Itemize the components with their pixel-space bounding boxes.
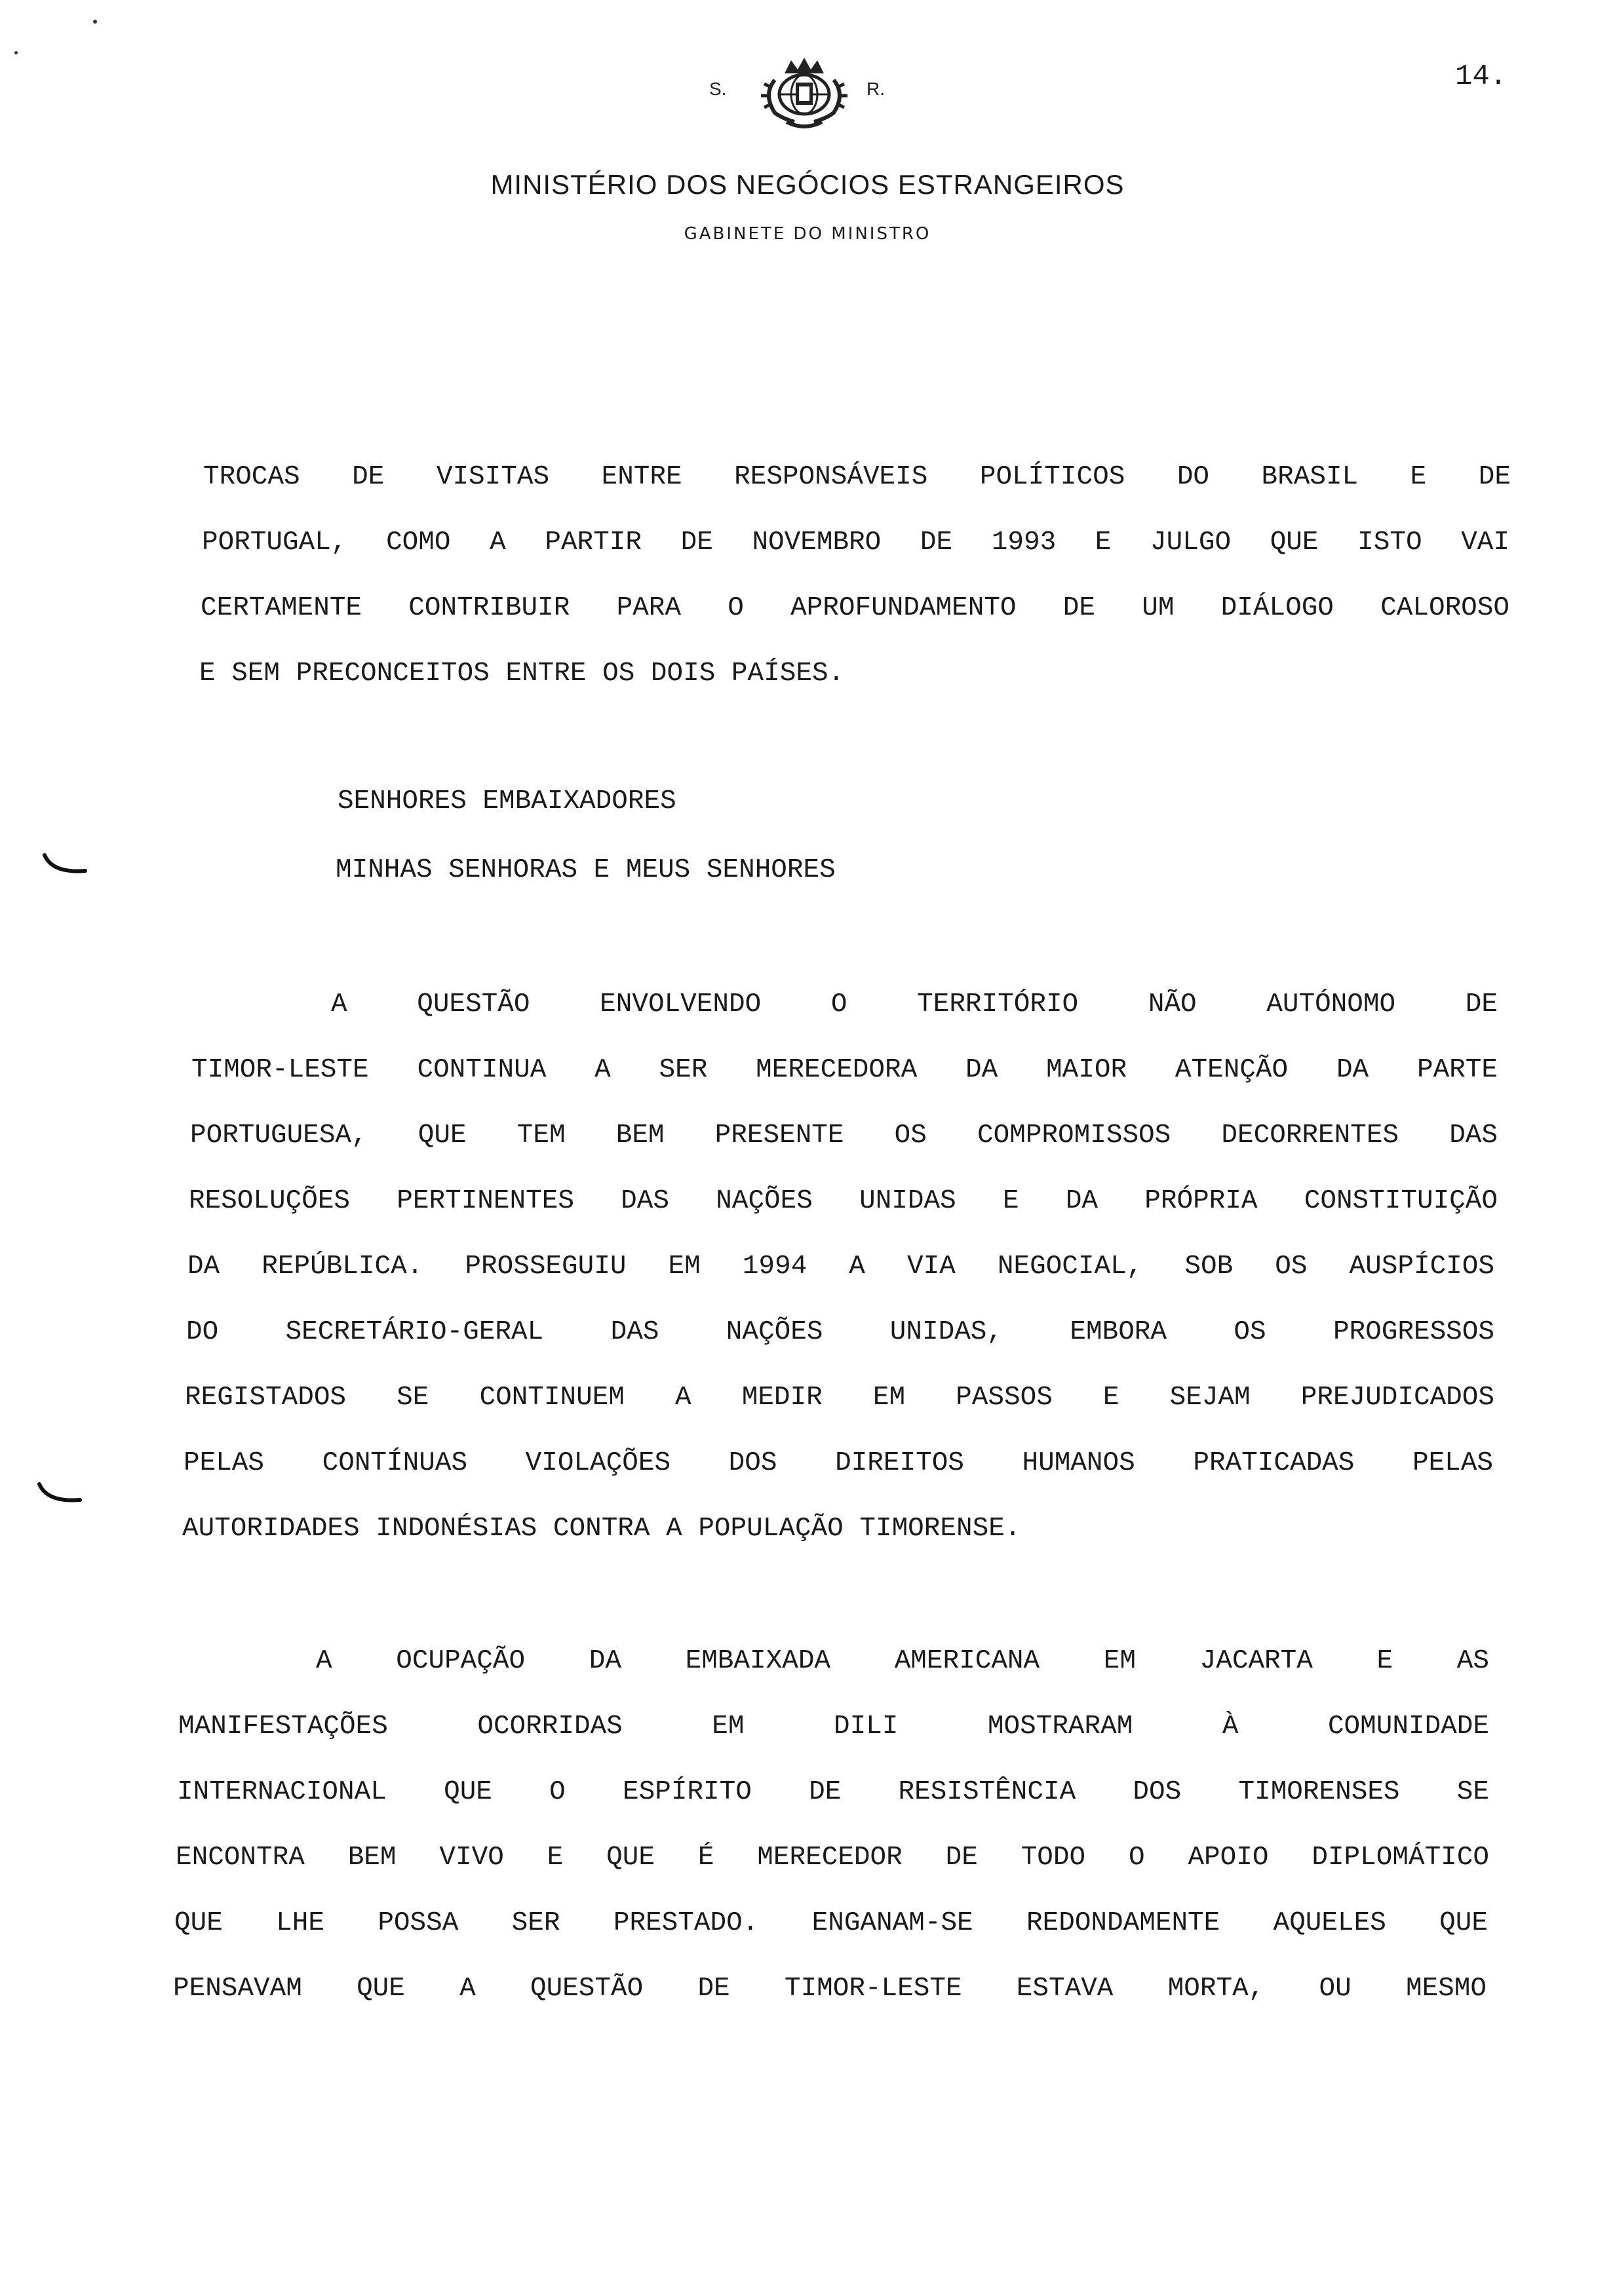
text-line: DO SECRETÁRIO-GERAL DAS NAÇÕES UNIDAS, EMBORA OS PROGRESSOS: [186, 1317, 1494, 1347]
scan-speck: [93, 20, 97, 24]
margin-check-mark: [34, 1478, 87, 1510]
coat-of-arms-icon: [755, 54, 853, 132]
text-line: QUE LHE POSSA SER PRESTADO. ENGANAM-SE REDONDAMENTE AQUELES QUE: [174, 1908, 1488, 1938]
text-line: TROCAS DE VISITAS ENTRE RESPONSÁVEIS POLÍTICOS DO BRASIL E DE: [203, 462, 1511, 492]
letterhead-seal: [695, 54, 891, 132]
seal-letter-r: R.: [866, 79, 885, 99]
text-line: SENHORES EMBAIXADORES: [338, 786, 676, 816]
ministry-name: MINISTÉRIO DOS NEGÓCIOS ESTRANGEIROS: [490, 169, 1125, 200]
text-line: PORTUGUESA, QUE TEM BEM PRESENTE OS COMPROMISSOS DECORRENTES DAS: [190, 1120, 1498, 1151]
text-line: RESOLUÇÕES PERTINENTES DAS NAÇÕES UNIDAS E DA PRÓPRIA CONSTITUIÇÃO: [189, 1186, 1498, 1216]
cabinet-name: GABINETE DO MINISTRO: [684, 224, 931, 244]
text-line: A QUESTÃO ENVOLVENDO O TERRITÓRIO NÃO AUTÓNOMO DE: [331, 989, 1498, 1020]
text-line: PELAS CONTÍNUAS VIOLAÇÕES DOS DIREITOS HUMANOS PRATICADAS PELAS: [184, 1448, 1493, 1478]
text-line: CERTAMENTE CONTRIBUIR PARA O APROFUNDAMENTO DE UM DIÁLOGO CALOROSO: [201, 593, 1509, 623]
scan-speck: [14, 51, 18, 54]
text-line: E SEM PRECONCEITOS ENTRE OS DOIS PAÍSES.: [199, 659, 845, 689]
page-number: 14.: [1455, 60, 1508, 93]
text-line: PORTUGAL, COMO A PARTIR DE NOVEMBRO DE 1993 E JULGO QUE ISTO VAI: [202, 527, 1509, 558]
text-line: INTERNACIONAL QUE O ESPÍRITO DE RESISTÊNCIA DOS TIMORENSES SE: [177, 1777, 1489, 1807]
text-line: ENCONTRA BEM VIVO E QUE É MERECEDOR DE TODO O APOIO DIPLOMÁTICO: [176, 1843, 1489, 1873]
text-line: TIMOR-LESTE CONTINUA A SER MERECEDORA DA MAIOR ATENÇÃO DA PARTE: [191, 1055, 1498, 1085]
text-line: PENSAVAM QUE A QUESTÃO DE TIMOR-LESTE ESTAVA MORTA, OU MESMO: [173, 1974, 1487, 2004]
margin-check-mark: [39, 849, 92, 881]
seal-letter-s: S.: [709, 79, 727, 99]
text-line: AUTORIDADES INDONÉSIAS CONTRA A POPULAÇÃO TIMORENSE.: [182, 1514, 1021, 1544]
text-line: MINHAS SENHORAS E MEUS SENHORES: [336, 855, 836, 885]
text-line: REGISTADOS SE CONTINUEM A MEDIR EM PASSOS E SEJAM PREJUDICADOS: [185, 1383, 1494, 1413]
text-line: DA REPÚBLICA. PROSSEGUIU EM 1994 A VIA NEGOCIAL, SOB OS AUSPÍCIOS: [187, 1252, 1494, 1282]
text-line: A OCUPAÇÃO DA EMBAIXADA AMERICANA EM JACARTA E AS: [316, 1646, 1489, 1676]
text-line: MANIFESTAÇÕES OCORRIDAS EM DILI MOSTRARAM À COMUNIDADE: [178, 1712, 1489, 1742]
